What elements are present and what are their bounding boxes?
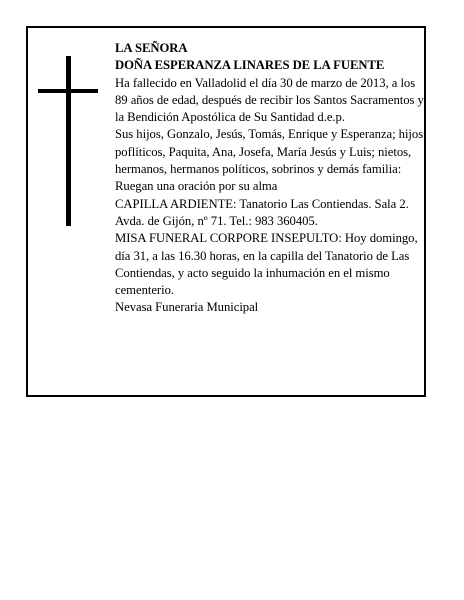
prayer-request: Ruegan una oración por su alma bbox=[115, 179, 278, 194]
wake-details: CAPILLA ARDIENTE: Tanatorio Las Contiendas. Sala 2. Avda. de Gijón, nº 71. Tel.: 983 360405. bbox=[115, 196, 409, 228]
funeral-mass-details: MISA FUNERAL CORPORE INSEPULTO: Hoy domingo, día 31, a las 16.30 horas, en la capilla del Tanatorio de Las Contiendas, y acto seguido la inhumación en el mismo cementerio. bbox=[115, 231, 418, 298]
cross-vertical-bar bbox=[66, 56, 71, 226]
death-announcement: Ha fallecido en Valladolid el día 30 de marzo de 2013, a los 89 años de edad, después de recibir los Santos Sacramentos y la Bendición Apostólica de Su Santidad d.e.p. bbox=[115, 75, 424, 125]
funeral-home: Nevasa Funeraria Municipal bbox=[115, 300, 259, 315]
obituary-notice bbox=[26, 26, 426, 397]
deceased-name: DOÑA ESPERANZA LINARES DE LA FUENTE bbox=[115, 58, 385, 73]
cross-horizontal-bar bbox=[38, 89, 98, 93]
notice-text bbox=[115, 40, 425, 317]
family-list: Sus hijos, Gonzalo, Jesús, Tomás, Enrique y Esperanza; hijos poflíticos, Paquita, Ana, Josefa, María Jesús y Luis; nietos, hermanos, hermanos políticos, sobrinos y demás familia: bbox=[115, 127, 424, 177]
notice-heading: LA SEÑORA bbox=[115, 41, 188, 55]
cross-icon bbox=[38, 56, 98, 226]
